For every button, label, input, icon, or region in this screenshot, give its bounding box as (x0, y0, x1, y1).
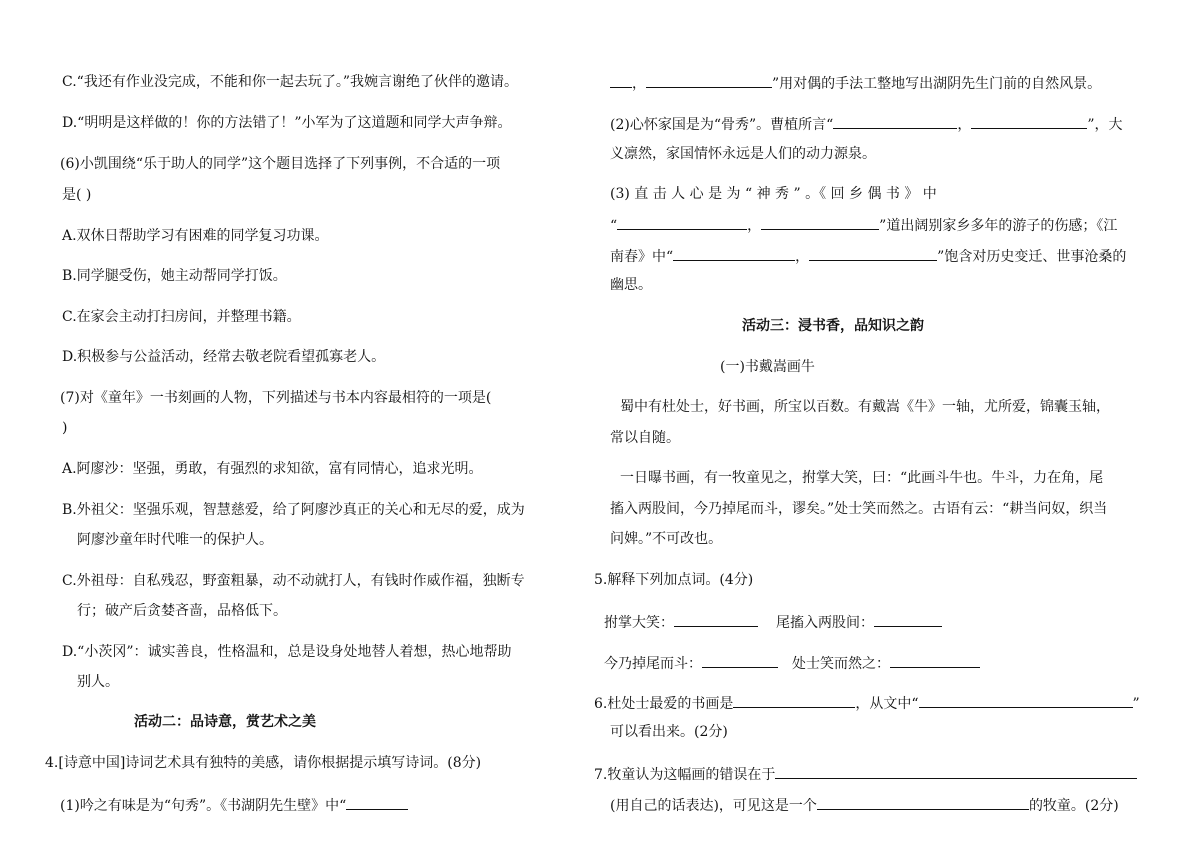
answer-blank[interactable] (833, 113, 957, 129)
q4-3-line3: 南春》中“ ， ”饱含对历史变迁、世事沧桑的 (610, 245, 1126, 267)
q4-2-cont: 义凛然，家国情怀永远是人们的动力源泉。 (610, 146, 876, 162)
passage-p1: 蜀中有杜处士，好书画，所宝以百数。有戴嵩《牛》一轴，尤所爱，锦囊玉轴， (620, 399, 1110, 415)
question-4-stem: 4.[诗意中国]诗词艺术具有独特的美感，请你根据提示填写诗词。(8分) (45, 755, 482, 771)
answer-blank[interactable] (919, 692, 1133, 708)
q7-option-c: C.外祖母：自私残忍，野蛮粗暴，动不动就打人，有钱时作威作福，独断专 (62, 573, 525, 589)
q4-3-line2: “ ， ”道出阔别家乡多年的游子的伤感；《江 (610, 214, 1117, 236)
answer-blank[interactable] (761, 214, 879, 230)
option-c-line: C.“我还有作业没完成，不能和你一起去玩了。”我婉言谢绝了伙伴的邀请。 (62, 74, 518, 90)
question-5-row1: 拊掌大笑： 尾搐入两股间： (604, 611, 942, 633)
q7-option-b: B.外祖父：坚强乐观，智慧慈爱，给了阿廖沙真正的关心和无尽的爱，成为 (62, 502, 525, 518)
activity-2-heading: 活动二：品诗意，赏艺术之美 (134, 714, 316, 730)
question-6-stem: (6)小凯围绕“乐于助人的同学”这个题目选择了下列事例，不合适的一项 (60, 156, 501, 172)
answer-blank[interactable] (702, 652, 778, 668)
q7-option-b-cont: 阿廖沙童年时代唯一的保护人。 (77, 532, 273, 548)
answer-blank[interactable] (617, 214, 747, 230)
answer-blank[interactable] (610, 72, 632, 88)
passage-p2-end: 问婢。”不可改也。 (610, 531, 723, 547)
q6-option-d: D.积极参与公益活动，经常去敬老院看望孤寡老人。 (62, 349, 386, 365)
answer-blank[interactable] (775, 763, 1137, 779)
question-4-2: (2)心怀家国是为“骨秀”。曹植所言“ ， ”，大 (610, 113, 1122, 135)
q7-option-d: D.“小茨冈”：诚实善良，性格温和，总是设身处地替人着想，热心地帮助 (62, 644, 512, 660)
passage-p2-cont: 搐入两股间，今乃掉尾而斗，谬矣。”处士笑而然之。古语有云：“耕当问奴，织当 (610, 501, 1108, 517)
answer-blank[interactable] (673, 245, 795, 261)
question-7-cont: (用自己的话表达)，可见这是一个 的牧童。(2分) (610, 794, 1119, 816)
answer-blank[interactable] (346, 794, 408, 810)
answer-blank[interactable] (971, 113, 1087, 129)
question-6: 6.杜处士最爱的书画是 ，从文中“ ” (594, 692, 1140, 714)
q6-option-b: B.同学腿受伤，她主动帮同学打饭。 (62, 268, 287, 284)
passage-title: (一)书戴嵩画牛 (720, 359, 815, 375)
q6-option-c: C.在家会主动打扫房间，并整理书籍。 (62, 309, 301, 325)
q7-option-a: A.阿廖沙：坚强，勇敢，有强烈的求知欲，富有同情心，追求光明。 (62, 461, 483, 477)
answer-blank[interactable] (733, 692, 855, 708)
question-5-row2: 今乃掉尾而斗： 处士笑而然之： (604, 652, 980, 674)
passage-p2: 一日曝书画，有一牧童见之，拊掌大笑，曰：“此画斗牛也。牛斗，力在角，尾 (620, 470, 1104, 486)
q4-3-line4: 幽思。 (610, 277, 652, 293)
answer-blank[interactable] (817, 794, 1029, 810)
answer-blank[interactable] (809, 245, 937, 261)
answer-blank[interactable] (646, 72, 772, 88)
question-4-1-text: (1)吟之有味是为“句秀”。《书湖阴先生壁》中“ (60, 798, 347, 814)
q7-option-d-cont: 别人。 (77, 674, 119, 690)
answer-blank[interactable] (890, 652, 980, 668)
question-7-stem: (7)对《童年》一书刻画的人物，下列描述与书本内容最相符的一项是( (60, 390, 492, 406)
q6-option-a: A.双休日帮助学习有困难的同学复习功课。 (62, 228, 329, 244)
answer-blank[interactable] (874, 611, 942, 627)
question-4-1 (60, 794, 408, 816)
activity-3-heading: 活动三：浸书香，品知识之韵 (742, 318, 924, 334)
passage-p1-cont: 常以自随。 (610, 430, 680, 446)
option-d-line: D.“明明是这样做的！你的方法错了！”小军为了这道题和同学大声争辩。 (62, 115, 512, 131)
question-6-stem-cont: 是( ) (62, 187, 92, 203)
question-7-stem-cont: ) (62, 420, 68, 436)
q4-1-cont: ， ”用对偶的手法工整地写出湖阴先生门前的自然风景。 (610, 72, 1101, 94)
answer-blank[interactable] (674, 611, 758, 627)
question-4-3: (3) 直 击 人 心 是 为 “ 神 秀 ” 。《 回 乡 偶 书 》 中 (610, 186, 937, 202)
question-7: 7.牧童认为这幅画的错误在于 (594, 763, 1137, 785)
question-6-cont: 可以看出来。(2分) (610, 724, 728, 740)
q7-option-c-cont: 行；破产后贪婪吝啬，品格低下。 (77, 603, 287, 619)
question-5: 5.解释下列加点词。(4分) (594, 572, 754, 588)
